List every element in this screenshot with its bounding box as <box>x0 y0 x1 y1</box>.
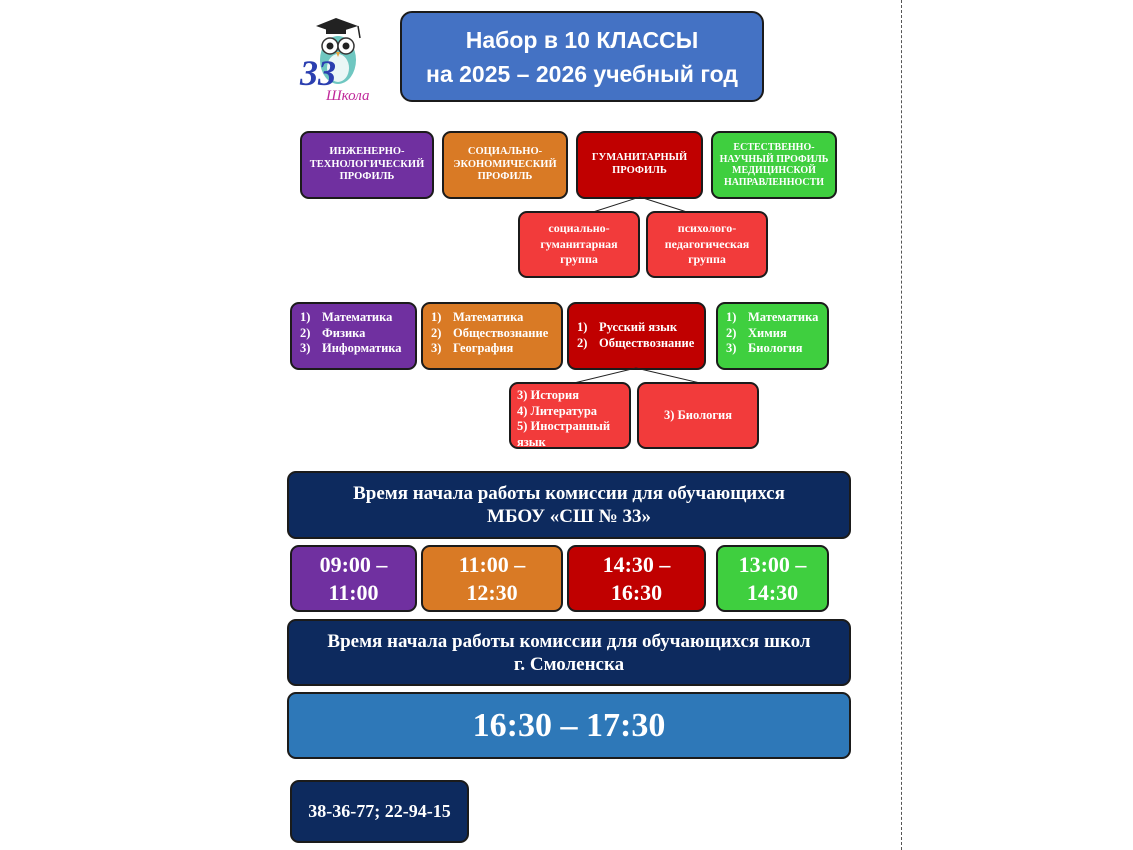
time-start: 09:00 – <box>319 551 388 577</box>
subjects-humanitarian <box>567 302 706 370</box>
commission-city-line-2: г. Смоленска <box>513 653 625 675</box>
logo-text: Школа <box>326 88 370 104</box>
time-slot-natural-science <box>716 545 829 612</box>
group-psycho-pedagogical: психолого-педагогическая группа <box>646 211 768 278</box>
subject-item: 5) Иностранный язык <box>517 419 611 449</box>
subject-item: 3) Информатика <box>300 341 402 355</box>
subject-item: 4) Литература <box>517 403 598 418</box>
commission-school-title <box>287 471 851 539</box>
time-slot-socio-economic <box>421 545 563 612</box>
subject-item: 1) Математика <box>300 310 393 324</box>
contact-phones: 38-36-77; 22-94-15 <box>290 780 469 843</box>
time-end: 14:30 <box>746 579 799 605</box>
subject-item: 3) Биология <box>726 341 803 355</box>
time-slot-engineering <box>290 545 417 612</box>
subject-item: 1) Математика <box>431 310 524 324</box>
school-logo <box>296 8 378 108</box>
page-edge-line <box>901 0 902 850</box>
time-start: 11:00 – <box>458 551 526 577</box>
subjects-natural-science <box>716 302 829 370</box>
group1-extra-subjects <box>509 382 631 449</box>
subject-item: 1) Русский язык <box>577 320 678 334</box>
profile-humanitarian: ГУМАНИТАРНЫЙ ПРОФИЛЬ <box>576 131 703 199</box>
time-end: 11:00 <box>328 579 379 605</box>
title-line-1: Набор в 10 КЛАССЫ <box>465 26 699 53</box>
subject-item: 2) Обществознание <box>431 325 549 340</box>
group2-extra-subjects: 3) Биология <box>637 382 759 449</box>
logo-number: 33 <box>300 53 336 93</box>
profile-natural-science: ЕСТЕСТВЕННО-НАУЧНЫЙ ПРОФИЛЬ МЕДИЦИНСКОЙ НАПРАВЛЕННОСТИ <box>711 131 837 199</box>
page-title <box>400 11 764 102</box>
subject-item: 1) Математика <box>726 310 819 324</box>
commission-city-title <box>287 619 851 686</box>
time-end: 16:30 <box>610 579 663 605</box>
time-slot-humanitarian <box>567 545 706 612</box>
profile-socio-economic: СОЦИАЛЬНО-ЭКОНОМИЧЕСКИЙ ПРОФИЛЬ <box>442 131 568 199</box>
subject-item: 3) История <box>517 388 579 402</box>
time-start: 14:30 – <box>602 551 671 577</box>
subject-item: 2) Химия <box>726 325 787 340</box>
commission-city-line-1: Время начала работы комиссии для обучающихся школ <box>327 630 811 652</box>
commission-school-line-1: Время начала работы комиссии для обучающихся <box>353 483 785 504</box>
profile-engineering: ИНЖЕНЕРНО-ТЕХНОЛОГИЧЕСКИЙ ПРОФИЛЬ <box>300 131 434 199</box>
title-line-2: на 2025 – 2026 учебный год <box>426 60 738 87</box>
subjects-socio-economic <box>421 302 563 370</box>
commission-city-time: 16:30 – 17:30 <box>287 692 851 759</box>
subjects-engineering <box>290 302 417 370</box>
subject-item: 2) Физика <box>300 325 366 340</box>
subject-item: 2) Обществознание <box>577 335 695 350</box>
group-socio-humanitarian: социально-гуманитарная группа <box>518 211 640 278</box>
time-end: 12:30 <box>466 579 518 605</box>
subject-item: 3) География <box>431 341 514 355</box>
time-start: 13:00 – <box>738 551 807 577</box>
commission-school-line-2: МБОУ «СШ № 33» <box>487 506 651 527</box>
